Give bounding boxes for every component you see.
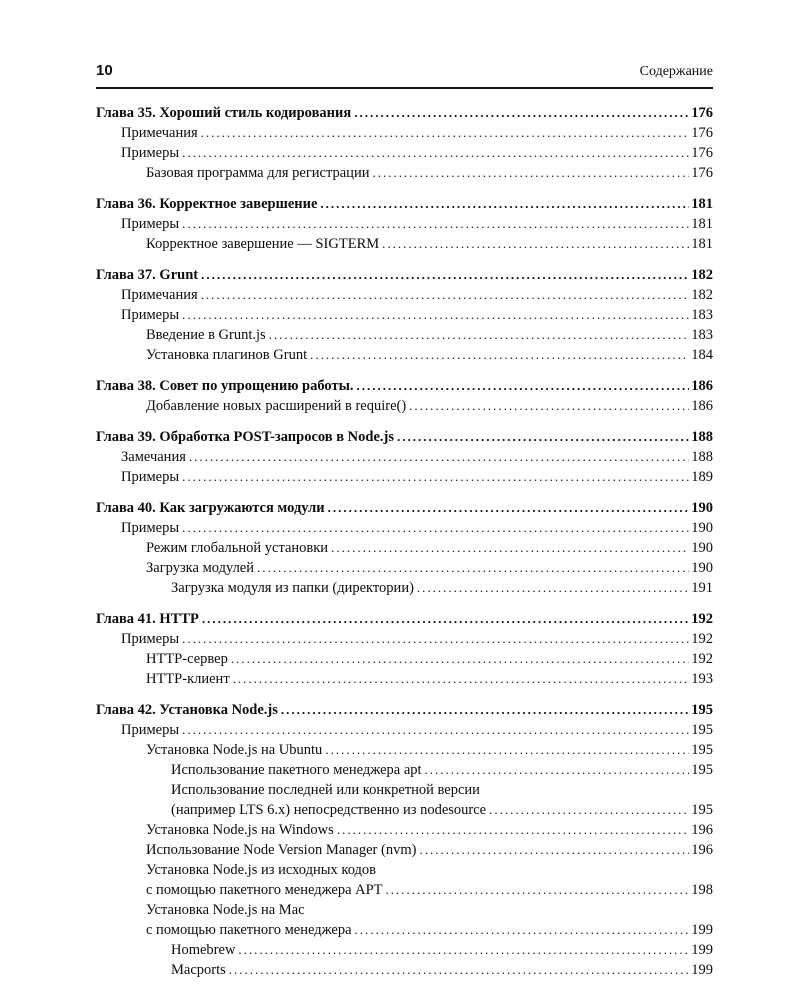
toc-entry-page: 186 — [691, 398, 713, 414]
toc-entry-page: 186 — [691, 378, 713, 394]
toc-entry-page: 195 — [691, 722, 713, 738]
toc-entry — [96, 629, 713, 649]
toc-entry — [96, 103, 713, 123]
toc-entry-title: Примеры — [121, 631, 180, 647]
toc-entry-page: 199 — [691, 942, 713, 958]
toc-entry-page: 189 — [691, 469, 713, 485]
toc-entry-title: HTTP-сервер — [146, 651, 228, 667]
toc-entry — [96, 305, 713, 325]
toc-entry-title: Установка Node.js на Mac — [146, 902, 305, 918]
toc-entry-title: Введение в Grunt.js — [146, 327, 266, 343]
dot-leader — [182, 305, 689, 325]
toc-entry — [96, 285, 713, 305]
page-header — [96, 62, 713, 80]
toc-entry — [96, 669, 713, 689]
toc-entry-title: Примеры — [121, 216, 180, 232]
toc-entry-page: 183 — [691, 327, 713, 343]
toc-entry-page: 198 — [691, 882, 713, 898]
toc-entry-title: Примеры — [121, 145, 180, 161]
toc-entry — [96, 720, 713, 740]
toc-entry-page: 199 — [691, 922, 713, 938]
toc-entry-page: 190 — [691, 560, 713, 576]
toc-entry — [96, 345, 713, 365]
toc-entry-page: 195 — [691, 762, 713, 778]
dot-leader — [489, 800, 689, 820]
toc-entry-title: Загрузка модулей — [146, 560, 254, 576]
toc-entry-title: Глава 38. Совет по упрощению работы. — [96, 378, 354, 394]
toc-entry-title: Примечания — [121, 125, 198, 141]
toc-entry — [96, 518, 713, 538]
dot-leader — [355, 920, 690, 940]
dot-leader — [182, 518, 689, 538]
dot-leader — [310, 345, 689, 365]
toc-entry-title: Macports — [171, 962, 226, 978]
toc-entry-title: HTTP-клиент — [146, 671, 230, 687]
toc-entry — [96, 467, 713, 487]
toc-entry — [96, 143, 713, 163]
header-rule — [96, 87, 713, 89]
dot-leader — [269, 325, 690, 345]
toc-entry-page: 181 — [691, 236, 713, 252]
toc-entry-title: Использование последней или конкретной версии — [171, 782, 480, 798]
dot-leader — [257, 558, 689, 578]
toc-entry-title: с помощью пакетного менеджера — [146, 922, 352, 938]
toc-entry-title: Примечания — [121, 287, 198, 303]
toc-entry — [96, 780, 713, 820]
toc-entry-title: Примеры — [121, 722, 180, 738]
toc-entry-page: 193 — [691, 671, 713, 687]
header-title: Содержание — [639, 64, 713, 79]
toc-entry — [96, 265, 713, 285]
toc-entry-title: (например LTS 6.x) непосредственно из nodesource — [171, 802, 487, 818]
toc-entry-page: 196 — [691, 822, 713, 838]
toc-entry — [96, 498, 713, 518]
toc-entry — [96, 214, 713, 234]
toc-entry-title: Добавление новых расширений в require() — [146, 398, 407, 414]
toc-entry-title: Глава 41. HTTP — [96, 611, 199, 627]
toc-entry-page: 176 — [691, 105, 713, 121]
toc-entry — [96, 427, 713, 447]
toc-entry — [96, 960, 713, 980]
toc-entry — [96, 194, 713, 214]
dot-leader — [328, 498, 690, 518]
toc-entry-title: Загрузка модуля из папки (директории) — [171, 580, 414, 596]
toc-entry — [96, 123, 713, 143]
toc-entry-title: с помощью пакетного менеджера APT — [146, 882, 383, 898]
toc-entry-title: Установка Node.js на Windows — [146, 822, 334, 838]
toc-entry — [96, 609, 713, 629]
toc-entry-page: 191 — [691, 580, 713, 596]
toc-entry-page: 183 — [691, 307, 713, 323]
toc-entry-page: 190 — [691, 520, 713, 536]
toc-entry-title: Примеры — [121, 520, 180, 536]
dot-leader — [202, 609, 689, 629]
toc-entry-title: Глава 37. Grunt — [96, 267, 199, 283]
dot-leader — [182, 214, 689, 234]
dot-leader — [419, 840, 689, 860]
toc-entry-page: 199 — [691, 962, 713, 978]
toc-entry-title: Установка Node.js на Ubuntu — [146, 742, 323, 758]
toc-entry-page: 188 — [691, 429, 713, 445]
dot-leader — [397, 427, 689, 447]
toc-entry-title: Глава 36. Корректное завершение — [96, 196, 318, 212]
toc-entry — [96, 447, 713, 467]
toc-entry-title: Глава 40. Как загружаются модули — [96, 500, 325, 516]
toc-entry — [96, 760, 713, 780]
dot-leader — [354, 103, 689, 123]
page-number: 10 — [96, 62, 113, 79]
toc-entry — [96, 940, 713, 960]
toc-entry-title: Примеры — [121, 307, 180, 323]
dot-leader — [182, 467, 689, 487]
toc-entry — [96, 649, 713, 669]
dot-leader — [231, 649, 689, 669]
toc-list — [96, 103, 713, 980]
toc-entry-title: Замечания — [121, 449, 186, 465]
toc-entry-page: 176 — [691, 125, 713, 141]
toc-entry-page: 190 — [691, 500, 713, 516]
dot-leader — [386, 880, 690, 900]
toc-entry — [96, 325, 713, 345]
dot-leader — [320, 194, 689, 214]
dot-leader — [189, 447, 689, 467]
toc-entry — [96, 163, 713, 183]
toc-entry — [96, 700, 713, 720]
dot-leader — [417, 578, 689, 598]
toc-entry — [96, 376, 713, 396]
toc-entry-page: 190 — [691, 540, 713, 556]
toc-entry — [96, 234, 713, 254]
toc-entry-page: 192 — [691, 651, 713, 667]
toc-entry — [96, 820, 713, 840]
dot-leader — [325, 740, 689, 760]
toc-entry — [96, 558, 713, 578]
toc-entry-page: 195 — [691, 802, 713, 818]
toc-entry — [96, 578, 713, 598]
dot-leader — [372, 163, 689, 183]
toc-entry-page: 195 — [691, 702, 713, 718]
dot-leader — [238, 940, 689, 960]
dot-leader — [331, 538, 689, 558]
dot-leader — [201, 285, 690, 305]
toc-entry-page: 192 — [691, 611, 713, 627]
dot-leader — [182, 629, 689, 649]
toc-entry-title: Использование Node Version Manager (nvm) — [146, 842, 417, 858]
toc-entry-page: 195 — [691, 742, 713, 758]
toc-entry-title: Использование пакетного менеджера apt — [171, 762, 422, 778]
toc-entry-title: Homebrew — [171, 942, 236, 958]
toc-entry-title: Установка Node.js из исходных кодов — [146, 862, 376, 878]
dot-leader — [201, 123, 690, 143]
toc-entry-page: 182 — [691, 267, 713, 283]
toc-entry — [96, 860, 713, 900]
toc-entry-title: Режим глобальной установки — [146, 540, 329, 556]
toc-entry-title: Глава 42. Установка Node.js — [96, 702, 278, 718]
dot-leader — [409, 396, 689, 416]
toc-entry — [96, 840, 713, 860]
dot-leader — [182, 720, 689, 740]
toc-entry-page: 188 — [691, 449, 713, 465]
toc-entry-title: Установка плагинов Grunt — [146, 347, 308, 363]
toc-entry-title: Примеры — [121, 469, 180, 485]
dot-leader — [233, 669, 690, 689]
dot-leader — [201, 265, 689, 285]
dot-leader — [281, 700, 689, 720]
toc-entry-title: Глава 39. Обработка POST-запросов в Node.js — [96, 429, 395, 445]
dot-leader — [229, 960, 689, 980]
toc-entry-title: Базовая программа для регистрации — [146, 165, 370, 181]
toc-entry — [96, 740, 713, 760]
toc-entry-page: 196 — [691, 842, 713, 858]
dot-leader — [357, 376, 690, 396]
toc-entry-page: 192 — [691, 631, 713, 647]
toc-entry-title: Корректное завершение — SIGTERM — [146, 236, 380, 252]
dot-leader — [382, 234, 689, 254]
toc-entry — [96, 396, 713, 416]
dot-leader — [337, 820, 689, 840]
toc-entry-page: 181 — [691, 216, 713, 232]
toc-entry-title: Глава 35. Хороший стиль кодирования — [96, 105, 352, 121]
toc-entry — [96, 900, 713, 940]
toc-entry-page: 184 — [691, 347, 713, 363]
toc-entry-page: 182 — [691, 287, 713, 303]
dot-leader — [182, 143, 689, 163]
dot-leader — [425, 760, 690, 780]
toc-entry-page: 176 — [691, 165, 713, 181]
toc-entry-page: 181 — [691, 196, 713, 212]
toc-entry-page: 176 — [691, 145, 713, 161]
toc-entry — [96, 538, 713, 558]
